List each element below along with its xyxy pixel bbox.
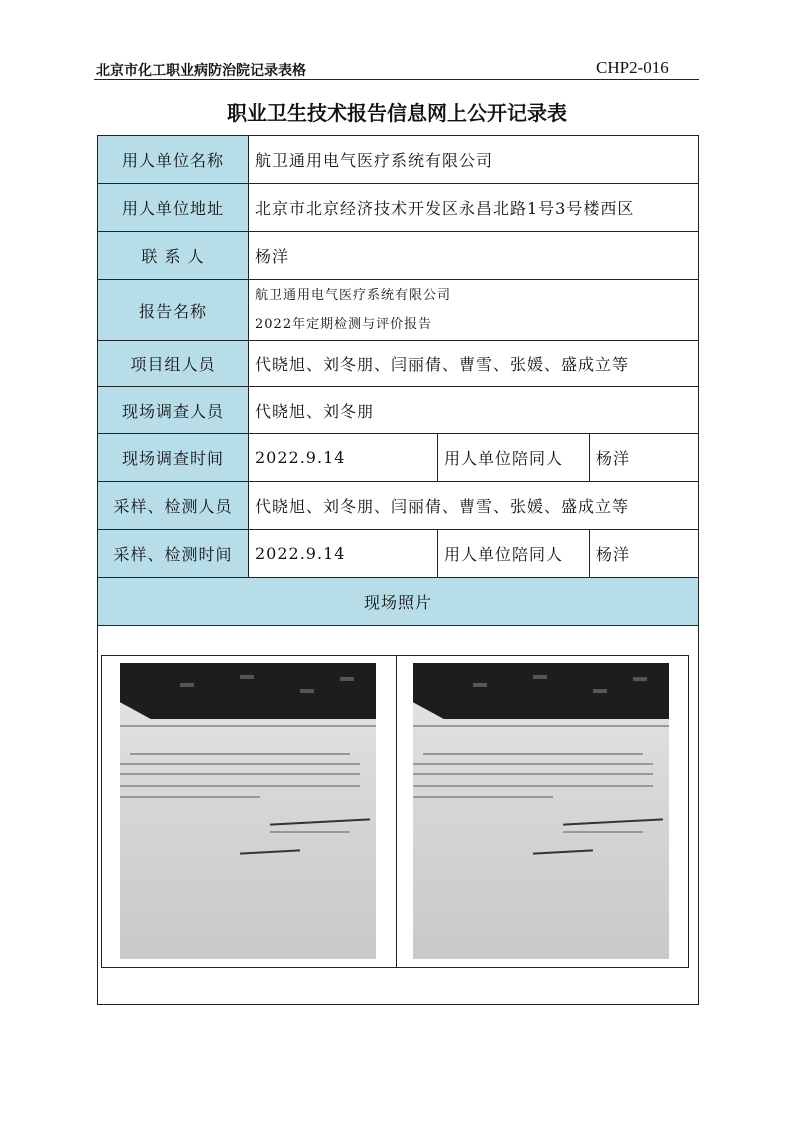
value-sampling-staff: 代晓旭、刘冬朋、闫丽倩、曹雪、张媛、盛成立等	[249, 482, 699, 530]
row-photos-header	[98, 578, 699, 626]
row-team	[98, 341, 699, 387]
keyboard-image	[413, 663, 669, 719]
form-org-header: 北京市化工职业病防治院记录表格	[96, 63, 306, 79]
value-survey-time: 2022.9.14	[249, 434, 438, 482]
site-photo-1	[120, 663, 376, 959]
row-survey-time	[98, 434, 699, 482]
value-unit-address: 北京市北京经济技术开发区永昌北路1号3号楼西区	[249, 184, 699, 232]
label-survey-time: 现场调查时间	[98, 434, 249, 482]
row-sampling-staff	[98, 482, 699, 530]
report-name-line1: 航卫通用电气医疗系统有限公司	[255, 288, 452, 303]
report-name-line2: 2022年定期检测与评价报告	[255, 317, 433, 332]
value-sampling-time: 2022.9.14	[249, 530, 438, 578]
value-survey-companion: 杨洋	[590, 434, 699, 482]
row-survey-staff	[98, 387, 699, 434]
row-report-name	[98, 280, 699, 341]
label-sampling-time: 采样、检测时间	[98, 530, 249, 578]
label-survey-staff: 现场调查人员	[98, 387, 249, 434]
page-title: 职业卫生技术报告信息网上公开记录表	[227, 101, 567, 125]
row-sampling-time	[98, 530, 699, 578]
label-sampling-companion: 用人单位陪同人	[438, 530, 590, 578]
value-survey-staff: 代晓旭、刘冬朋	[249, 387, 699, 434]
label-survey-companion: 用人单位陪同人	[438, 434, 590, 482]
row-unit-name	[98, 136, 699, 184]
header-divider	[94, 79, 699, 80]
value-contact: 杨洋	[249, 232, 699, 280]
label-sampling-staff: 采样、检测人员	[98, 482, 249, 530]
photo-divider	[396, 656, 397, 967]
value-sampling-companion: 杨洋	[590, 530, 699, 578]
label-unit-address: 用人单位地址	[98, 184, 249, 232]
photo-grid	[101, 655, 689, 968]
label-photos: 现场照片	[98, 578, 699, 626]
row-contact	[98, 232, 699, 280]
label-report-name: 报告名称	[98, 280, 249, 341]
label-contact: 联 系 人	[98, 232, 249, 280]
label-unit-name: 用人单位名称	[98, 136, 249, 184]
label-team: 项目组人员	[98, 341, 249, 387]
form-code: CHP2-016	[596, 58, 669, 77]
keyboard-image	[120, 663, 376, 719]
site-photo-2	[413, 663, 669, 959]
value-unit-name: 航卫通用电气医疗系统有限公司	[249, 136, 699, 184]
value-team: 代晓旭、刘冬朋、闫丽倩、曹雪、张媛、盛成立等	[249, 341, 699, 387]
row-unit-address	[98, 184, 699, 232]
